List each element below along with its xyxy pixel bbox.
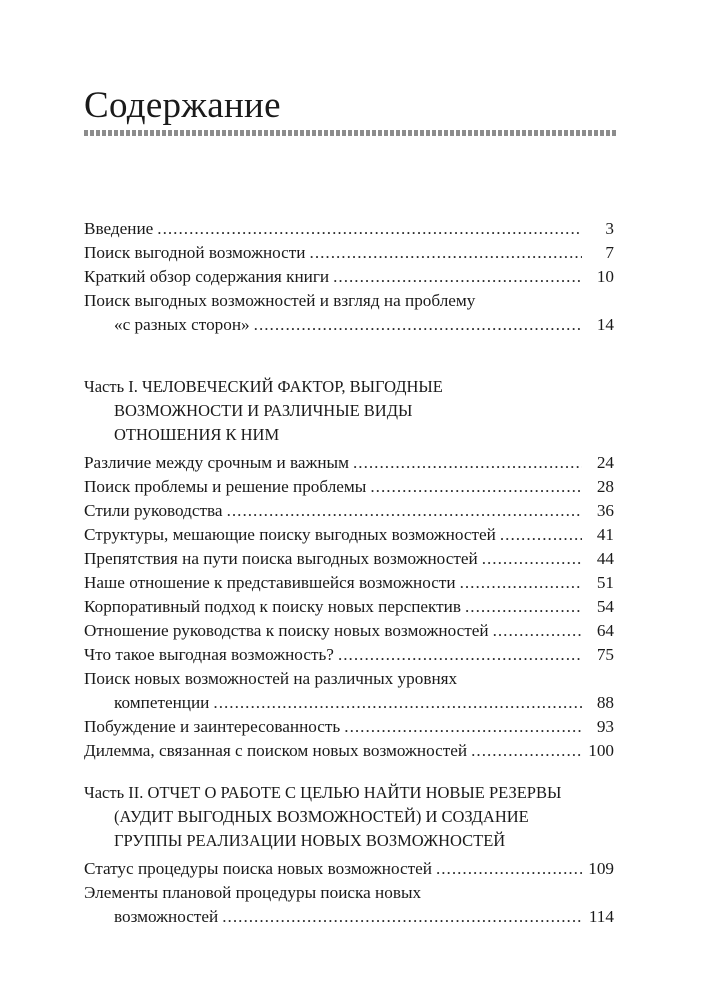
dot-leader: [254, 313, 582, 337]
toc-entry-title: Наше отношение к представившейся возможности: [84, 573, 456, 592]
toc-entry-page: 44: [596, 549, 614, 568]
dot-leader: [338, 643, 582, 667]
toc-entry[interactable]: [84, 715, 614, 739]
dot-leader: [482, 547, 582, 571]
dot-leader: [353, 451, 582, 475]
toc-entry-page: 10: [596, 267, 614, 286]
toc-entry-title: Дилемма, связанная с поиском новых возможностей: [84, 741, 468, 760]
toc-entry-title: Краткий обзор содержания книги: [84, 267, 330, 286]
toc-entry-page: 100: [588, 741, 614, 760]
dot-leader: [333, 265, 582, 289]
page-title: Содержание: [84, 85, 281, 126]
toc-entry-page: 75: [596, 645, 614, 664]
toc-entry-page: 93: [596, 717, 614, 736]
toc-entry-page: 7: [605, 243, 614, 262]
toc-entry[interactable]: [84, 547, 614, 571]
dot-leader: [465, 595, 582, 619]
toc-entry-title: Стили руководства: [84, 501, 223, 520]
part-1-heading-line: ВОЗМОЖНОСТИ И РАЗЛИЧНЫЕ ВИДЫ: [114, 401, 413, 420]
dot-leader: [157, 217, 582, 241]
toc-entry[interactable]: [84, 523, 614, 547]
toc-entry-title: Что такое выгодная возможность?: [84, 645, 334, 664]
dot-leader: [460, 571, 582, 595]
dot-leader: [500, 523, 582, 547]
toc-entry[interactable]: [84, 451, 614, 475]
toc-entry[interactable]: [84, 241, 614, 265]
toc-entry[interactable]: [84, 571, 614, 595]
toc-entry[interactable]: [84, 619, 614, 643]
part-2-heading-line: ГРУППЫ РЕАЛИЗАЦИИ НОВЫХ ВОЗМОЖНОСТЕЙ: [114, 831, 506, 850]
part-2-heading-line: (АУДИТ ВЫГОДНЫХ ВОЗМОЖНОСТЕЙ) И СОЗДАНИЕ: [114, 807, 529, 826]
part-2-heading: [84, 781, 624, 853]
toc-entry-page: 88: [596, 693, 614, 712]
part-1-heading: [84, 375, 624, 447]
toc-entry[interactable]: [84, 857, 614, 881]
toc-entry[interactable]: [84, 667, 614, 715]
dot-leader: [436, 857, 582, 881]
toc-entry-page: 14: [596, 315, 614, 334]
toc-entry-page: 54: [596, 597, 614, 616]
toc-entry-title: Статус процедуры поиска новых возможностей: [84, 859, 432, 878]
dot-leader: [344, 715, 582, 739]
toc-entry-title: Побуждение и заинтересованность: [84, 717, 341, 736]
toc-entry[interactable]: [84, 739, 614, 763]
toc-entry-page: 36: [596, 501, 614, 520]
toc-entry-title: Поиск проблемы и решение проблемы: [84, 477, 367, 496]
toc-intro-list: [84, 217, 614, 337]
toc-entry-title: Структуры, мешающие поиску выгодных возможностей: [84, 525, 496, 544]
toc-entry[interactable]: [84, 475, 614, 499]
toc-entry-title-line1: Элементы плановой процедуры поиска новых: [84, 883, 422, 902]
toc-entry-title: Введение: [84, 219, 154, 238]
toc-part-2-list: [84, 857, 614, 929]
toc-entry-title-line1: Поиск выгодных возможностей и взгляд на проблему: [84, 291, 476, 310]
dot-leader: [310, 241, 582, 265]
title-divider: [84, 130, 618, 136]
toc-entry-page: 28: [596, 477, 614, 496]
dot-leader: [493, 619, 582, 643]
toc-entry[interactable]: [84, 217, 614, 241]
dot-leader: [370, 475, 582, 499]
toc-part-1-list: [84, 451, 614, 763]
dot-leader: [471, 739, 582, 763]
toc-entry[interactable]: [84, 643, 614, 667]
toc-entry[interactable]: [84, 881, 614, 929]
part-1-heading-line: Часть I. ЧЕЛОВЕЧЕСКИЙ ФАКТОР, ВЫГОДНЫЕ: [84, 377, 443, 396]
toc-entry-page: 114: [588, 907, 614, 926]
toc-entry-title: Препятствия на пути поиска выгодных возможностей: [84, 549, 478, 568]
toc-entry-page: 109: [588, 859, 614, 878]
toc-entry-page: 51: [596, 573, 614, 592]
toc-entry-title: Корпоративный подход к поиску новых перспектив: [84, 597, 461, 616]
dot-leader: [227, 499, 582, 523]
toc-entry[interactable]: [84, 265, 614, 289]
toc-entry-page: 24: [596, 453, 614, 472]
part-2-heading-line: Часть II. ОТЧЕТ О РАБОТЕ С ЦЕЛЬЮ НАЙТИ НОВЫЕ РЕЗЕРВЫ: [84, 783, 562, 802]
dot-leader: [213, 691, 582, 715]
toc-entry-page: 64: [596, 621, 614, 640]
toc-entry-title: «с разных сторон»: [114, 315, 250, 334]
toc-entry-page: 3: [605, 219, 614, 238]
toc-entry-title: Отношение руководства к поиску новых возможностей: [84, 621, 489, 640]
toc-entry-title: компетенции: [114, 693, 210, 712]
toc-entry[interactable]: [84, 289, 614, 337]
toc-entry[interactable]: [84, 499, 614, 523]
toc-entry[interactable]: [84, 595, 614, 619]
toc-entry-title: возможностей: [114, 907, 219, 926]
toc-entry-title-line1: Поиск новых возможностей на различных уровнях: [84, 669, 458, 688]
dot-leader: [222, 905, 582, 929]
toc-entry-page: 41: [596, 525, 614, 544]
toc-entry-title: Различие между срочным и важным: [84, 453, 349, 472]
part-1-heading-line: ОТНОШЕНИЯ К НИМ: [114, 425, 280, 444]
toc-entry-title: Поиск выгодной возможности: [84, 243, 306, 262]
